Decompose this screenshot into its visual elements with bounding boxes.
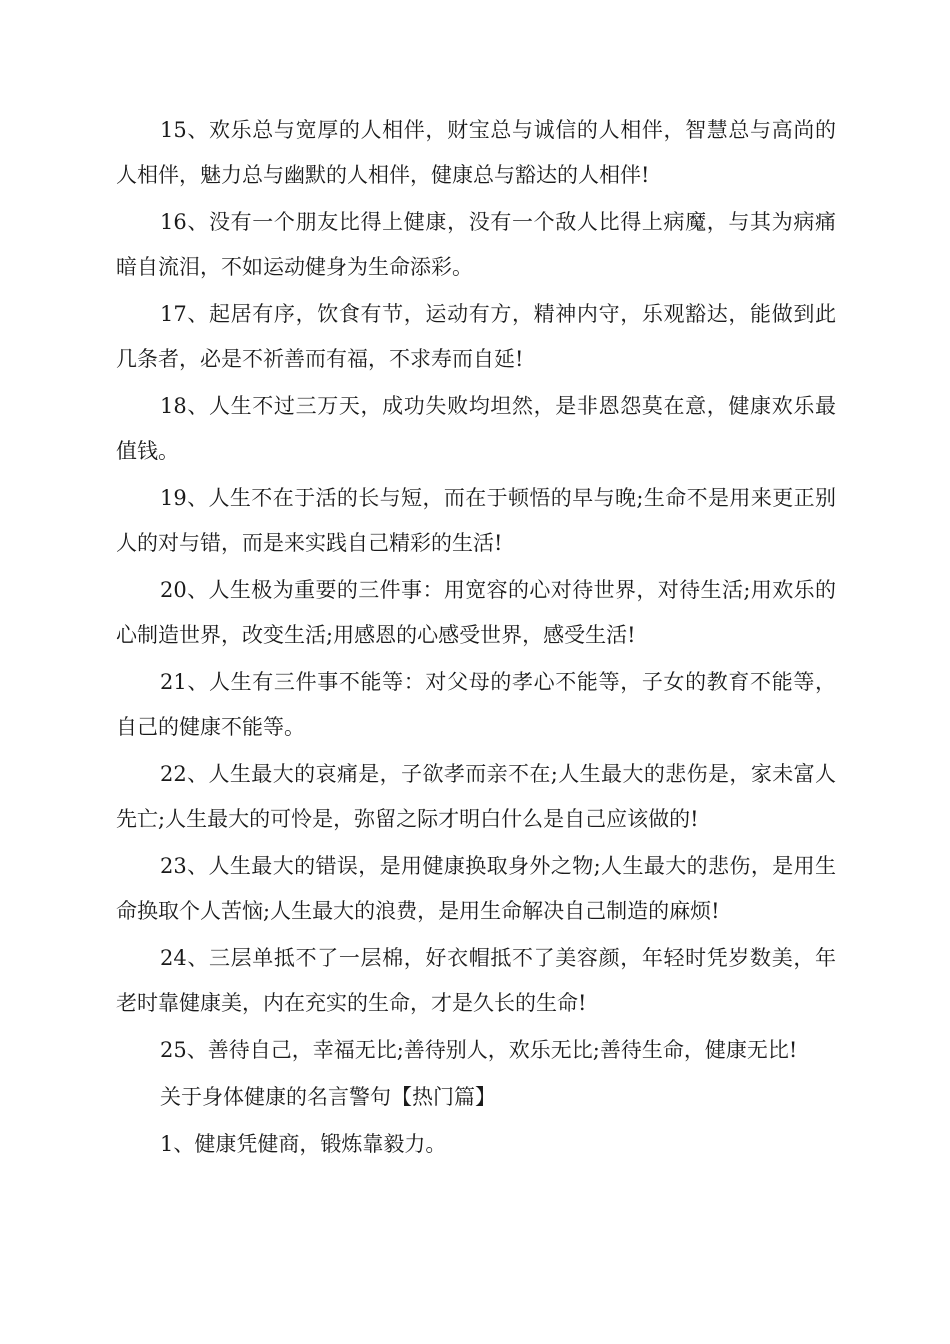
- quote-paragraph-25: 25、善待自己，幸福无比;善待别人，欢乐无比;善待生命，健康无比!: [160, 1038, 798, 1062]
- quote-paragraph-22: 22、人生最大的哀痛是，子欲孝而亲不在;人生最大的悲伤是，家未富人先亡;人生最大的可怜是，弥留之际才明白什么是自己应该做的!: [116, 762, 836, 831]
- document-body: [116, 108, 836, 1169]
- quote-paragraph-24: 24、三层单抵不了一层棉，好衣帽抵不了美容颜，年轻时凭岁数美，年老时靠健康美，内在充实的生命，才是久长的生命!: [116, 946, 836, 1015]
- quote-paragraph-20: 20、人生极为重要的三件事：用宽容的心对待世界，对待生活;用欢乐的心制造世界，改变生活;用感恩的心感受世界，感受生活!: [116, 578, 836, 647]
- section-heading: 关于身体健康的名言警句【热门篇】: [160, 1085, 496, 1109]
- quote-paragraph-16: 16、没有一个朋友比得上健康，没有一个敌人比得上病魔，与其为病痛暗自流泪，不如运动健身为生命添彩。: [116, 210, 836, 279]
- quote-paragraph-18: 18、人生不过三万天，成功失败均坦然，是非恩怨莫在意，健康欢乐最值钱。: [116, 394, 836, 463]
- quote-paragraph-1: 1、健康凭健商，锻炼靠毅力。: [160, 1132, 447, 1156]
- quote-paragraph-17: 17、起居有序，饮食有节，运动有方，精神内守，乐观豁达，能做到此几条者，必是不祈善而有福，不求寿而自延!: [116, 302, 836, 371]
- quote-paragraph-21: 21、人生有三件事不能等：对父母的孝心不能等，子女的教育不能等，自己的健康不能等。: [116, 670, 836, 739]
- quote-paragraph-23: 23、人生最大的错误，是用健康换取身外之物;人生最大的悲伤，是用生命换取个人苦恼;人生最大的浪费，是用生命解决自己制造的麻烦!: [116, 854, 836, 923]
- quote-paragraph-19: 19、人生不在于活的长与短，而在于顿悟的早与晚;生命不是用来更正别人的对与错，而是来实践自己精彩的生活!: [116, 486, 836, 555]
- quote-paragraph-15: 15、欢乐总与宽厚的人相伴，财宝总与诚信的人相伴，智慧总与高尚的人相伴，魅力总与幽默的人相伴，健康总与豁达的人相伴!: [116, 118, 836, 187]
